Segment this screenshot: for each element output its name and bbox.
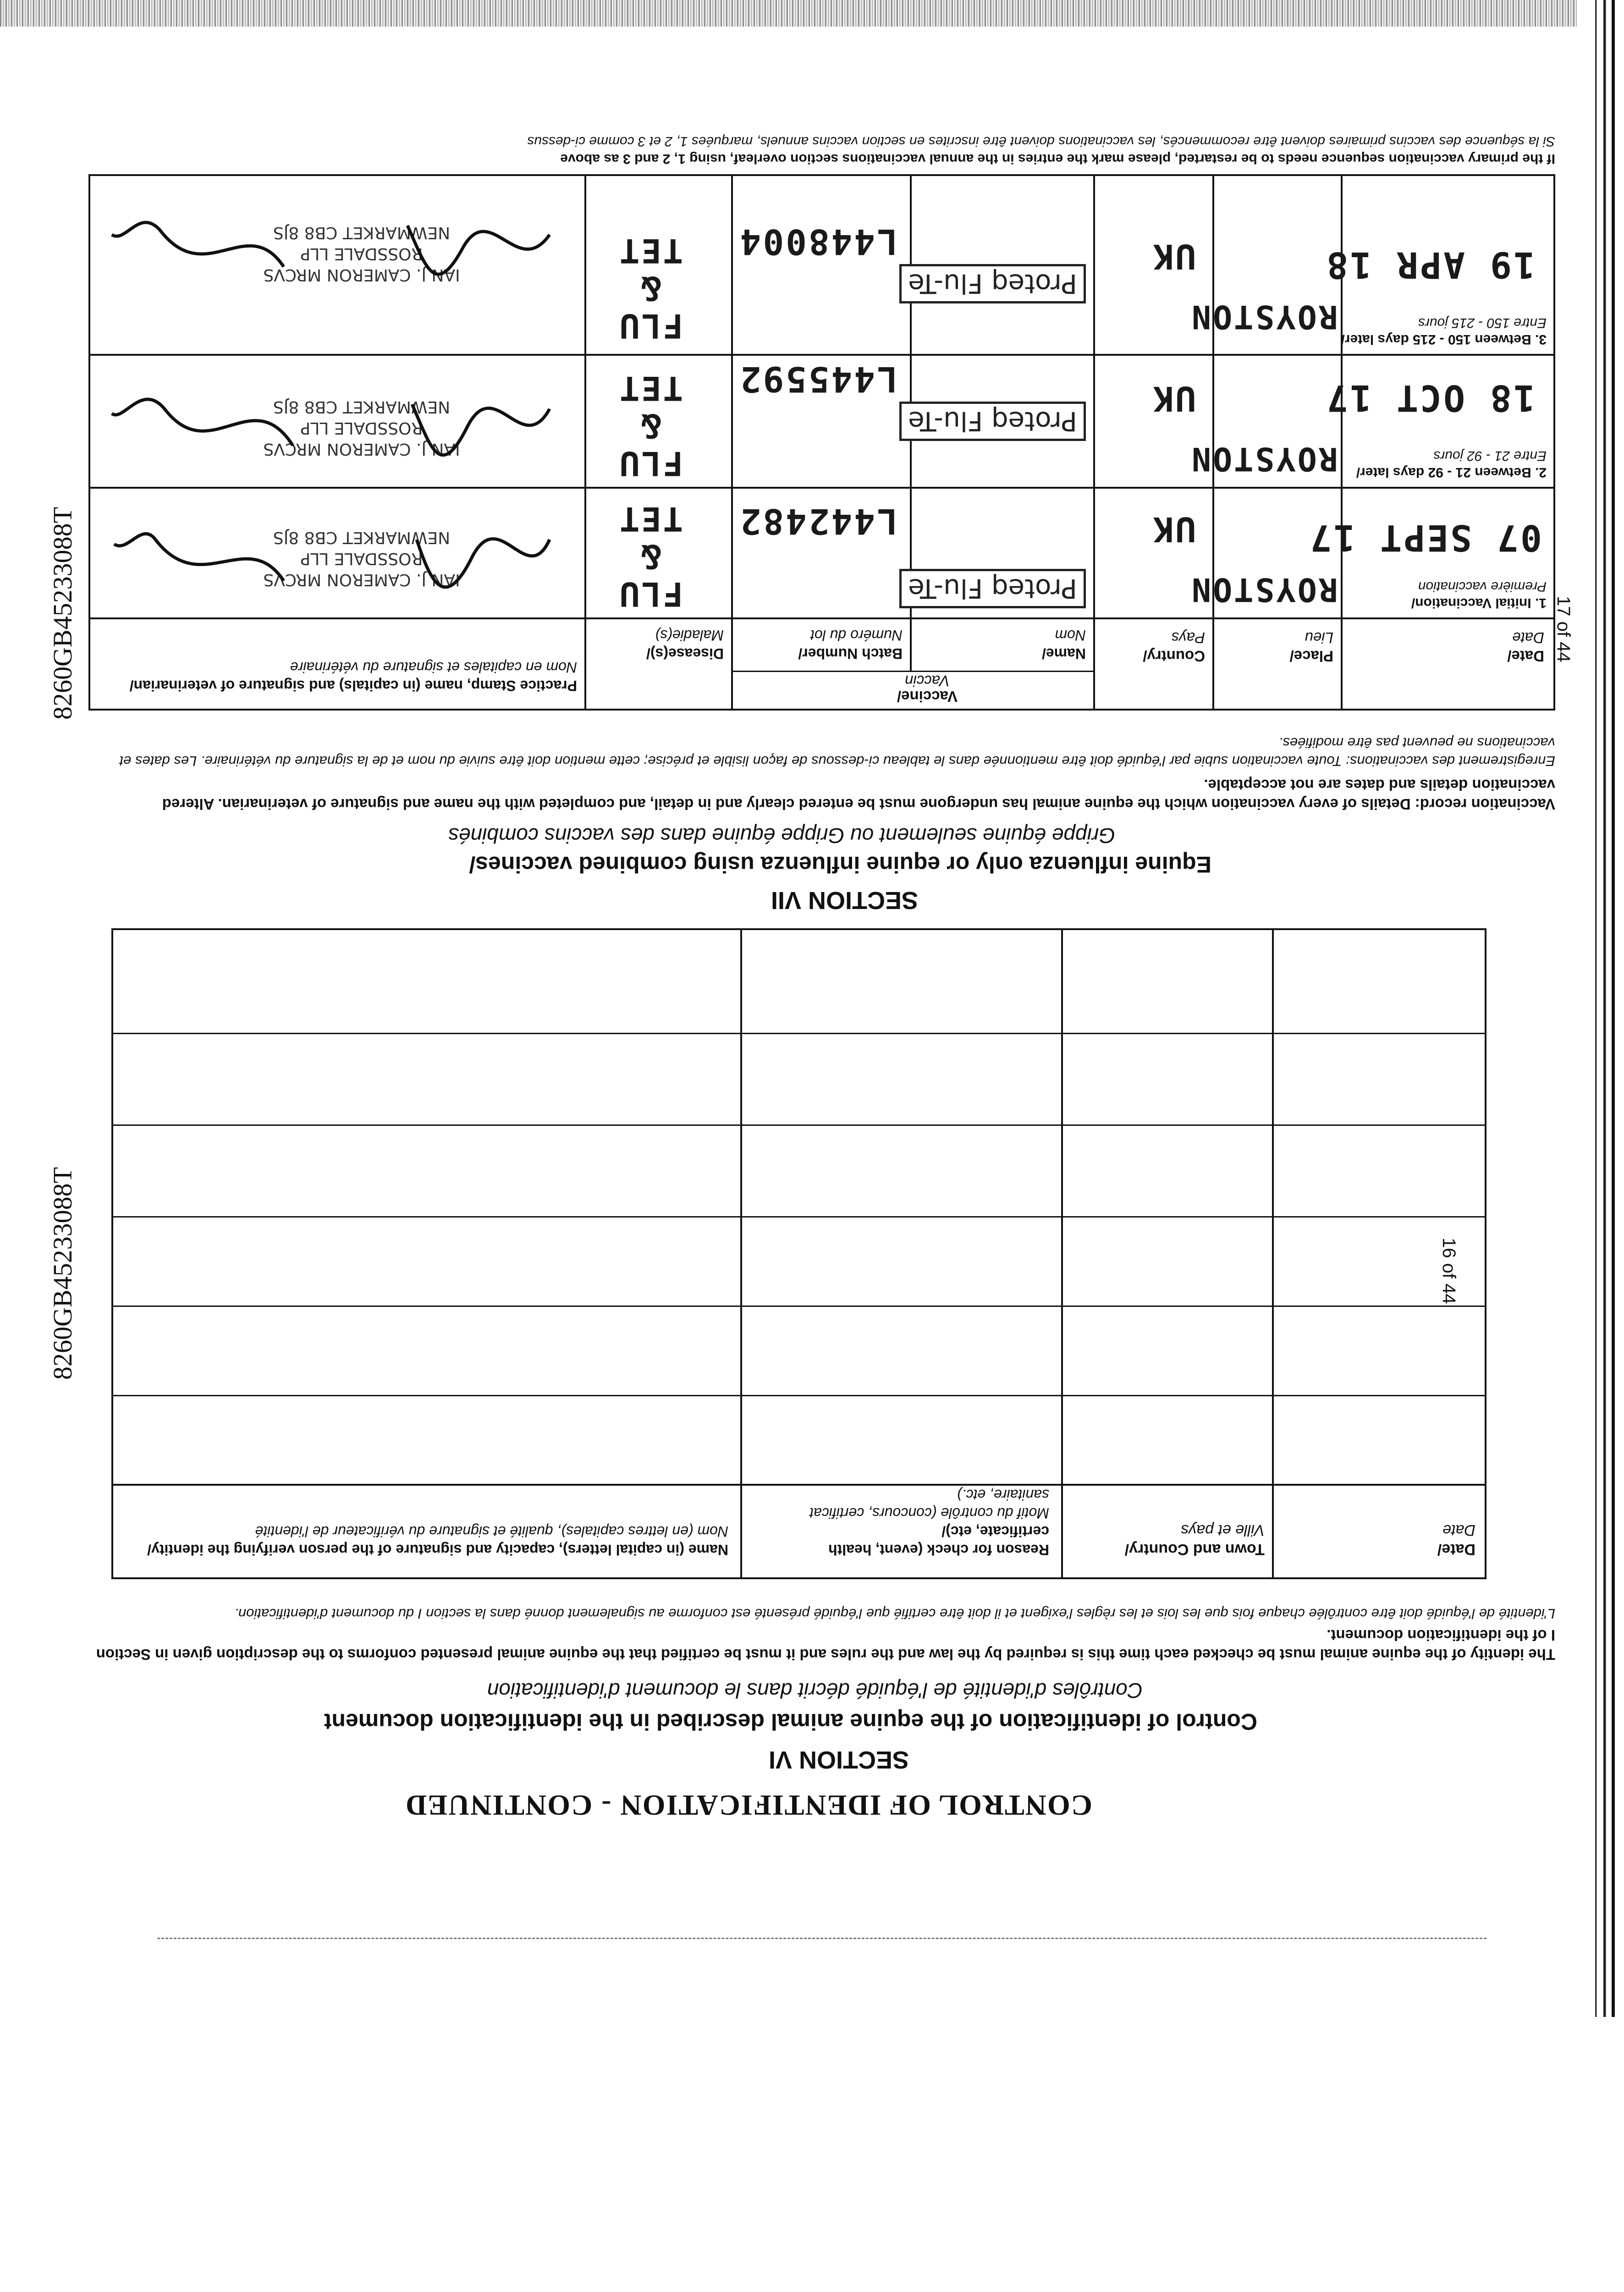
vet-stamp-name: IAN J. CAMERON MRCVS [263, 570, 460, 589]
col-header-disease [646, 626, 724, 663]
disease-tet: TET [617, 500, 683, 538]
col-header-date-en: Date/ [1437, 1541, 1475, 1558]
row-label-en: 1. Initial Vaccination/ [1411, 595, 1547, 611]
vaccination-row-2 [90, 356, 1553, 487]
col-header-vaccine-en: Vaccine/ [897, 688, 958, 705]
vaccine-name-stamp: Proteq Flu-Te [899, 402, 1086, 441]
row-label-en: 2. Between 21 - 92 days later/ [1356, 465, 1547, 480]
col-divider [1272, 930, 1274, 1577]
col-header-verifier-fr: Nom (en lettres capitales), qualité et signature du vérificateur de l'identité [255, 1523, 728, 1540]
disease-list [600, 500, 701, 613]
col-header-date [1507, 628, 1544, 665]
col-header-batch-fr: Numéro du lot [810, 627, 903, 644]
restart-footnote [88, 132, 1555, 167]
disease-tet: TET [617, 369, 683, 408]
row-label [1356, 447, 1547, 480]
vaccination-row-3 [90, 174, 1553, 354]
col-header-name-en: Name/ [1041, 645, 1086, 662]
col-header-verifier [123, 1522, 728, 1559]
vaccination-place: ROYSTON [1189, 298, 1338, 336]
row-label [1341, 314, 1547, 347]
vaccination-record-en: Vaccination record: Details of every vaccination which the equine animal has undergone must be entered clearly and in detail, and completed with the name and signature of veterinarian. Altered vaccination details and dates are not acceptable. [162, 777, 1555, 813]
vaccination-date: 18 OCT 17 [1325, 377, 1535, 418]
col-header-country-en: Country/ [1143, 648, 1205, 665]
disease-flu: FLU [617, 444, 683, 483]
disease-tet: TET [617, 231, 683, 270]
col-header-verifier-en: Name (in capital letters), capacity and signature of the person verifying the identity/ [147, 1542, 728, 1558]
disease-list [600, 232, 701, 345]
col-header-vet-fr: Nom en capitales et signature du vétérinaire [290, 659, 577, 676]
vaccine-group-divider [733, 671, 1095, 672]
batch-number: L442482 [738, 501, 898, 542]
col-header-date [1283, 1521, 1475, 1559]
vaccination-row-1 [90, 489, 1553, 617]
passport-number-right: 8260GB45233088T [48, 507, 77, 720]
col-header-batch-en: Batch Number/ [798, 645, 903, 662]
vet-stamp-address: NEWMARKET CB8 8JS [273, 397, 451, 416]
disease-flu: FLU [617, 307, 683, 345]
col-header-disease-fr: Maladie(s) [655, 627, 724, 644]
passport-number-left: 8260GB45233088T [48, 1167, 77, 1380]
row-divider [113, 1124, 1485, 1126]
vet-stamp-practice: ROSSDALE LLP [300, 419, 423, 437]
col-header-place-en: Place/ [1289, 648, 1333, 665]
col-header-town [1072, 1521, 1265, 1559]
col-header-country-fr: Pays [1171, 629, 1205, 646]
section-vii-label: SECTION VII [771, 887, 918, 914]
section-vi-instructions-fr: L'identité de l'équidé doit être contrôlée chaque fois que les lois et les règles l'exigent et il doit être certifié que l'équidé présenté est conforme au signalement donné dans la section I du document d'identification. [234, 1606, 1555, 1622]
col-header-name-fr: Nom [1055, 627, 1086, 644]
vaccine-name-stamp: Proteq Flu-Te [899, 264, 1086, 303]
col-header-disease-en: Disease(s)/ [646, 645, 724, 662]
vet-stamp-name: IAN J. CAMERON MRCVS [263, 265, 460, 284]
page-fold-line [157, 1938, 1486, 1939]
batch-number: L445592 [738, 359, 898, 400]
row-divider [113, 1033, 1485, 1034]
row-divider [113, 1395, 1485, 1396]
col-header-vaccine-fr: Vaccin [905, 672, 950, 689]
vet-stamp-practice: ROSSDALE LLP [300, 244, 423, 263]
vet-stamp-address: NEWMARKET CB8 8JS [273, 528, 451, 547]
col-header-town-fr: Ville et pays [1181, 1521, 1265, 1539]
row-label [1411, 578, 1547, 611]
row-label-fr: Entre 21 - 92 jours [1433, 448, 1547, 463]
col-header-date-fr: Date [1512, 629, 1544, 646]
vet-stamp-address: NEWMARKET CB8 8JS [273, 223, 451, 242]
section-vi-instructions-en: The identity of the equine animal must be checked each time this is required by the law and the rules and it must be certified that the equine animal presented conforms to the description given in Section I of the identification document. [96, 1627, 1555, 1663]
col-header-reason [751, 1486, 1049, 1559]
section-vi-header: CONTROL OF IDENTIFICATION - CONTINUED [405, 1789, 1092, 1822]
col-header-country [1143, 628, 1205, 665]
restart-footnote-en: If the primary vaccination sequence needs to be restarted, please mark the entries in the annual vaccinations section overleaf, using 1, 2 and 3 as above [560, 151, 1555, 166]
vaccination-table [88, 174, 1555, 711]
batch-number: L448004 [738, 221, 898, 262]
col-header-vet [96, 658, 577, 695]
vet-stamp-practice: ROSSDALE LLP [300, 549, 423, 568]
disease-list [600, 369, 701, 482]
col-header-vaccine [897, 673, 958, 704]
section-vii-title-fr: Grippe équine seulement ou Grippe équine dans des vaccins combinés [448, 824, 1115, 848]
vaccination-country: UK [1151, 379, 1196, 418]
vaccination-record-fr: Enregistrement des vaccinations: Toute vaccination subie par l'équidé doit être mentionnée dans le tableau ci-dessous de façon lisible et précise; cette mention doit être suivie du nom et de la signature du vétérinaire. Les dates et vaccinations ne peuvent pas être modifiées. [119, 735, 1555, 769]
col-header-reason-en: Reason for check (event, health certificate, etc)/ [828, 1523, 1049, 1558]
disease-and: & [639, 537, 661, 576]
section-vi-title-en: Control of identification of the equine animal described in the identification document [324, 1709, 1257, 1735]
col-header-place [1290, 628, 1333, 665]
section-vi-title-fr: Contrôles d'identité de l'équidé décrit dans le document d'identification [487, 1679, 1143, 1702]
vaccination-country: UK [1151, 237, 1196, 276]
vaccination-date: 07 SEPT 17 [1308, 517, 1542, 558]
vaccination-place: ROYSTON [1189, 571, 1338, 608]
vaccination-place: ROYSTON [1189, 440, 1338, 478]
vaccination-date: 19 APR 18 [1325, 244, 1535, 285]
vet-signature-icon [110, 189, 568, 299]
row-divider [113, 1216, 1485, 1218]
row-label-fr: Entre 150 - 215 jours [1418, 315, 1547, 331]
vaccine-name-stamp: Proteq Flu-Te [899, 569, 1086, 608]
col-header-vet-en: Practice Stamp, name (in capitals) and signature of veterinarian/ [129, 678, 577, 694]
vet-stamp-name: IAN J. CAMERON MRCVS [263, 440, 460, 458]
header-divider [90, 617, 1553, 619]
disease-and: & [639, 407, 661, 445]
vet-signature-icon [110, 363, 568, 473]
col-header-date-fr: Date [1442, 1521, 1475, 1539]
col-header-town-en: Town and Country/ [1124, 1541, 1265, 1558]
identity-check-table [111, 928, 1486, 1579]
disease-and: & [639, 269, 661, 308]
section-vi-label: SECTION VI [768, 1746, 909, 1774]
row-label-en: 3. Between 150 - 215 days later/ [1341, 332, 1547, 347]
col-header-vaccine-name [1042, 626, 1086, 663]
col-header-date-en: Date/ [1507, 648, 1544, 665]
col-divider [1061, 930, 1063, 1577]
col-header-reason-fr: Motif du contrôle (concours, certificat sanitaire, etc.) [809, 1487, 1049, 1521]
page-number-left: 16 of 44 [1439, 1238, 1459, 1304]
col-header-batch [798, 626, 903, 663]
col-header-place-fr: Lieu [1305, 629, 1333, 646]
row-label-fr: Première vaccination [1418, 579, 1547, 594]
restart-footnote-fr: Si la séquence des vaccins primaires doivent être recommencés, les vaccinations doivent être inscrites en section vaccins annuels, marquées 1, 2 et 3 comme ci-dessus [527, 134, 1555, 149]
vet-signature-icon [110, 498, 568, 608]
section-vii-title-en: Equine influenza only or equine influenza using combined vaccines/ [469, 852, 1211, 877]
row-divider [113, 1306, 1485, 1307]
col-divider [740, 930, 742, 1577]
page-number-right: 17 of 44 [1553, 596, 1574, 662]
disease-flu: FLU [617, 575, 683, 613]
vaccination-country: UK [1151, 509, 1196, 549]
